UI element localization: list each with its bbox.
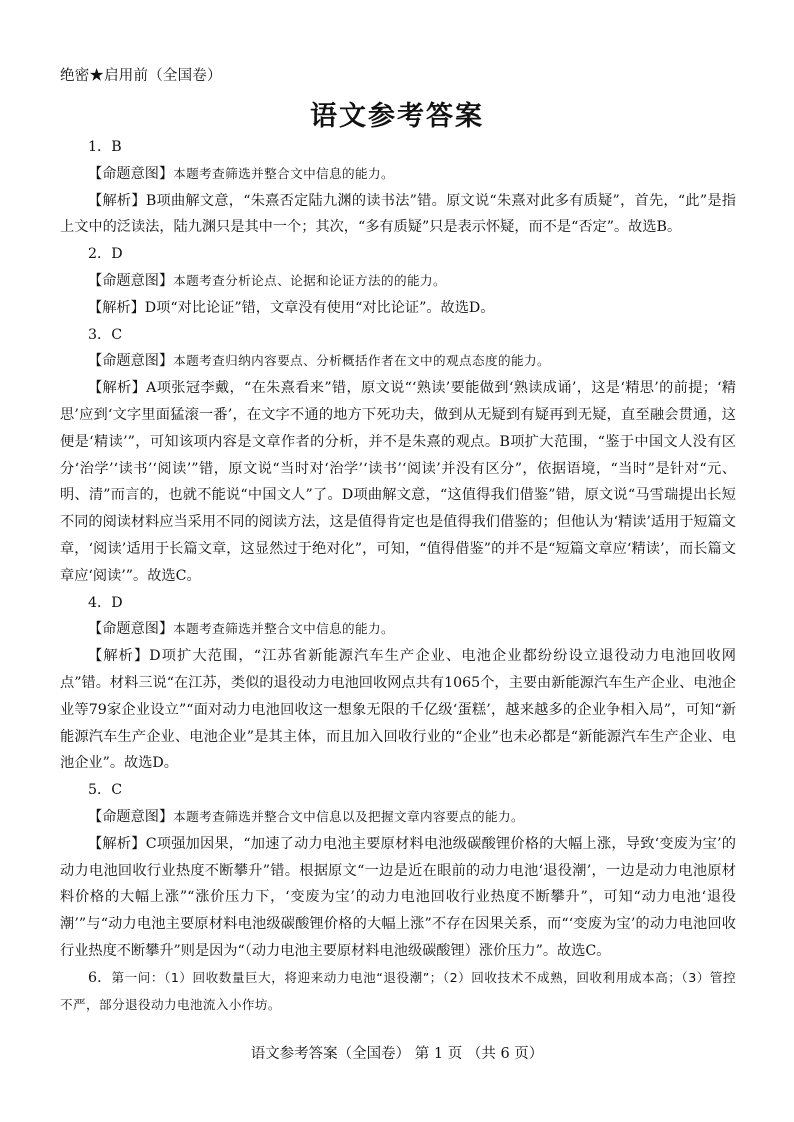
analysis-paragraph-3 bbox=[60, 375, 736, 589]
question-number-3: 3．C bbox=[88, 326, 123, 343]
intent-label: 【命题意图】 bbox=[88, 353, 174, 370]
analysis-text: B项曲解文意，“朱熹否定陆九渊的读书法”错。原文说“朱熹对此多有质疑”，首先，“此”是指上文中的泛读法，陆九渊只是其中一个；其次，“多有质疑”只是表示怀疑，而不是“否定”。故选B。 bbox=[60, 192, 736, 236]
page-footer: 语文参考答案（全国卷） 第 1 页 （共 6 页） bbox=[250, 1046, 544, 1062]
question-number-2: 2．D bbox=[88, 246, 123, 263]
answer-paragraph-6 bbox=[60, 965, 736, 1019]
intent-text: 本题考查筛选并整合文中信息以及把握文章内容要点的能力。 bbox=[173, 808, 524, 824]
intent-paragraph-1 bbox=[60, 161, 736, 188]
analysis-paragraph-5 bbox=[60, 831, 736, 965]
analysis-paragraph-4 bbox=[60, 643, 736, 777]
intent-text: 本题考查归纳内容要点、分析概括作者在文中的观点态度的能力。 bbox=[173, 353, 550, 369]
intent-label: 【命题意图】 bbox=[88, 808, 174, 825]
intent-text: 本题考查筛选并整合文中信息的能力。 bbox=[173, 621, 395, 637]
question-number-5: 5．C bbox=[88, 782, 123, 799]
question-number-1: 1．B bbox=[88, 139, 122, 155]
intent-label: 【命题意图】 bbox=[88, 621, 174, 638]
confidential-note: 绝密★启用前（全国卷） bbox=[60, 68, 222, 84]
analysis-label: 【解析】 bbox=[88, 835, 146, 852]
intent-text: 本题考查筛选并整合文中信息的能力。 bbox=[173, 165, 395, 181]
analysis-text: A项张冠李戴，“在朱熹看来”错，原文说“‘熟读’要能做到‘熟读成诵’，这是‘精思’的前提；‘精思’应到‘文字里面猛滚一番’，在文字不通的地方下死功夫，做到从无疑到有疑再到无疑，直至融会贯通，这便是‘精读’”，可知该项内容是文章作者的分析，并不是朱熹的观点。B项扩大范围，“鉴于中国文人没有区分‘治学’‘读书’‘阅读’”错，原文说“当时对‘治学’‘读书’‘阅读’并没有区分”，依据语境，“当时”是针对“元、明、清”而言的，也就不能说“中国文人”了。D项曲解文意，“这值得我们借鉴”错，原文说“马雪瑞提出长短不同的阅读材料应当采用不同的阅读方法，这是值得肯定也是值得我们借鉴的；但他认为‘精读’适用于短篇文章，‘阅读’适用于长篇文章，这显然过于绝对化”，可知，“值得借鉴”的并不是“短篇文章应‘精读’，而长篇文章应‘阅读’”。故选C。 bbox=[60, 380, 736, 584]
analysis-label: 【解析】 bbox=[88, 380, 147, 397]
intent-paragraph-2 bbox=[60, 268, 736, 295]
analysis-paragraph-2 bbox=[60, 295, 736, 322]
answer-text-6: 第一问：（1）回收数量巨大，将迎来动力电池“退役潮”；（2）回收技术不成熟，回收利用成本高；（3）管控不严，部分退役动力电池流入小作坊。 bbox=[60, 969, 736, 1012]
intent-paragraph-3 bbox=[60, 348, 736, 375]
analysis-label: 【解析】 bbox=[88, 192, 146, 209]
intent-paragraph-4 bbox=[60, 616, 736, 643]
question-number-6: 6． bbox=[88, 969, 112, 986]
analysis-paragraph-1 bbox=[60, 188, 736, 242]
intent-label: 【命题意图】 bbox=[88, 272, 174, 289]
question-number-4: 4．D bbox=[88, 594, 123, 611]
intent-label: 【命题意图】 bbox=[88, 165, 174, 182]
analysis-label: 【解析】 bbox=[88, 299, 145, 316]
page-title: 语文参考答案 bbox=[310, 101, 484, 132]
analysis-text: D项扩大范围，“江苏省新能源汽车生产企业、电池企业都纷纷设立退役动力电池回收网点”错。材料三说“在江苏，类似的退役动力电池回收网点共有1065个，主要由新能源汽车生产企业、电池企业等79家企业设立”“面对动力电池回收这一想象无限的千亿级‘蛋糕’，越来越多的企业争相入局”，可知“新能源汽车生产企业、电池企业”是其主体，而且加入回收行业的“企业”也未必都是“新能源汽车生产企业、电池企业”。故选D。 bbox=[60, 648, 736, 772]
answer-content bbox=[60, 134, 736, 1018]
analysis-label: 【解析】 bbox=[88, 648, 150, 665]
intent-text: 本题考查分析论点、论据和论证方法的的能力。 bbox=[173, 272, 447, 288]
analysis-text: C项强加因果，“加速了动力电池主要原材料电池级碳酸锂价格的大幅上涨，导致‘变废为宝’的动力电池回收行业热度不断攀升”错。根据原文“一边是近在眼前的动力电池‘退役潮’，一边是动力电池原材料价格的大幅上涨”“涨价压力下，‘变废为宝’的动力电池回收行业热度不断攀升”，可知“动力电池‘退役潮’”与“动力电池主要原材料电池级碳酸锂价格的大幅上涨”不存在因果关系，而“‘变废为宝’的动力电池回收行业热度不断攀升”则是因为“（动力电池主要原材料电池级碳酸锂）涨价压力”。故选C。 bbox=[60, 835, 736, 959]
intent-paragraph-5 bbox=[60, 804, 736, 831]
analysis-text: D项“对比论证”错，文章没有使用“对比论证”。故选D。 bbox=[144, 299, 495, 316]
